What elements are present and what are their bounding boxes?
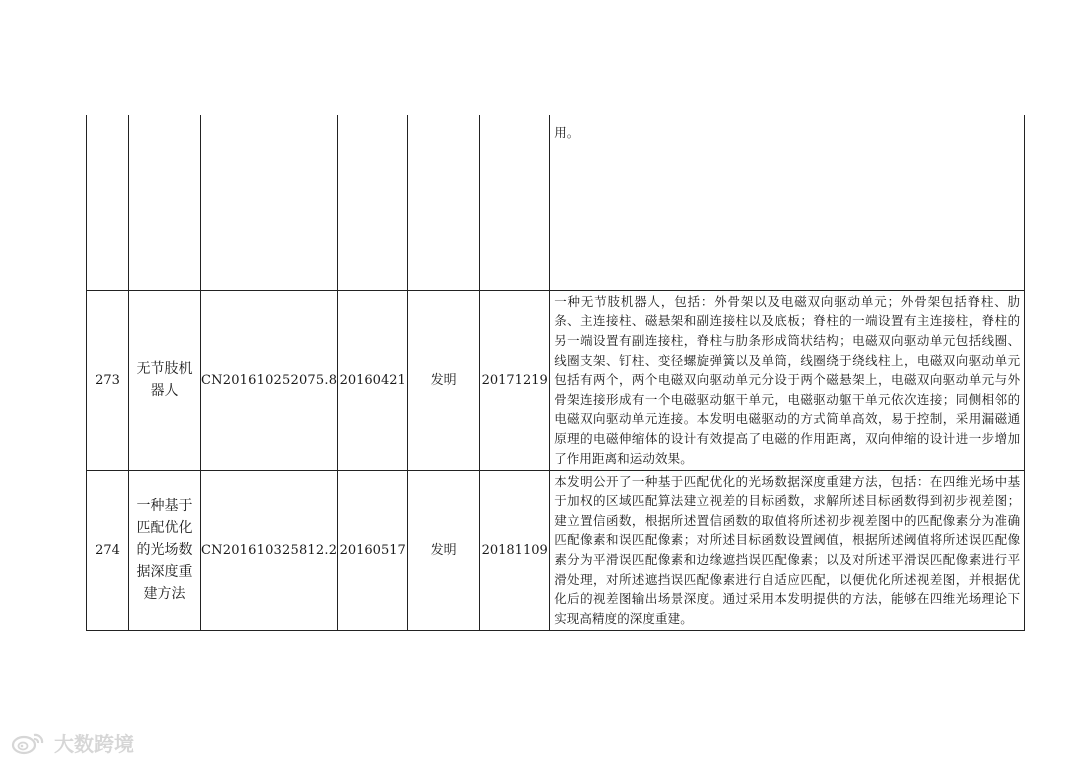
application-no-cell: CN201610325812.2 — [201, 470, 338, 630]
title-cell: 一种基于匹配优化的光场数据深度重建方法 — [129, 470, 201, 630]
filing-date-cell: 20160421 — [338, 290, 408, 470]
grant-date-cell: 20171219 — [480, 290, 550, 470]
abstract-cell: 一种无节肢机器人，包括：外骨架以及电磁双向驱动单元；外骨架包括脊柱、肋条、主连接柱、磁悬架和副连接柱以及底板；脊柱的一端设置有主连接柱，脊柱的另一端设置有副连接柱，脊柱与肋条形成筒状结构；电磁双向驱动单元包括线圈、线圈支架、钉柱、变径螺旋弹簧以及单筒，线圈绕于绕线柱上，电磁双向驱动单元包括有两个，两个电磁双向驱动单元分设于两个磁悬架上，电磁双向驱动单元与外骨架连接形成有一个电磁驱动躯干单元，电磁驱动躯干单元依次连接；同侧相邻的电磁双向驱动单元连接。本发明电磁驱动的方式简单高效，易于控制，采用漏磁通原理的电磁伸缩体的设计有效提高了电磁的作用距离，双向伸缩的设计进一步增加了作用距离和运动效果。 — [550, 290, 1025, 470]
grant-date-cell: 20181109 — [480, 470, 550, 630]
filing-date-cell-empty — [338, 115, 408, 290]
title-cell: 无节肢机器人 — [129, 290, 201, 470]
no-cell-empty — [87, 115, 129, 290]
watermark-text: 大数跨境 — [54, 732, 134, 756]
watermark — [10, 728, 134, 757]
grant-date-cell-empty — [480, 115, 550, 290]
application-no-cell-empty — [201, 115, 338, 290]
type-cell: 发明 — [408, 470, 480, 630]
weibo-logo-icon — [10, 730, 48, 756]
table-row — [87, 290, 1025, 470]
filing-date-cell: 20160517 — [338, 470, 408, 630]
abstract-tail-text: 用。 — [554, 125, 580, 140]
type-cell-empty — [408, 115, 480, 290]
application-no-cell: CN201610252075.8 — [201, 290, 338, 470]
no-cell: 274 — [87, 470, 129, 630]
type-cell: 发明 — [408, 290, 480, 470]
patent-table — [86, 115, 1025, 631]
table-row-continued — [87, 115, 1025, 290]
no-cell: 273 — [87, 290, 129, 470]
abstract-cell — [550, 115, 1025, 290]
table-row — [87, 470, 1025, 630]
abstract-cell: 本发明公开了一种基于匹配优化的光场数据深度重建方法，包括：在四维光场中基于加权的区域匹配算法建立视差的目标函数，求解所述目标函数得到初步视差图；建立置信函数，根据所述置信函数的取值将所述初步视差图中的匹配像素分为准确匹配像素和误匹配像素；对所述目标函数设置阈值，根据所述阈值将所述误匹配像素分为平滑误匹配像素和边缘遮挡误匹配像素；以及对所述平滑误匹配像素进行平滑处理，对所述遮挡误匹配像素进行自适应匹配，以便优化所述视差图，并根据优化后的视差图输出场景深度。通过采用本发明提供的方法，能够在四维光场理论下实现高精度的深度重建。 — [550, 470, 1025, 630]
title-cell-empty — [129, 115, 201, 290]
